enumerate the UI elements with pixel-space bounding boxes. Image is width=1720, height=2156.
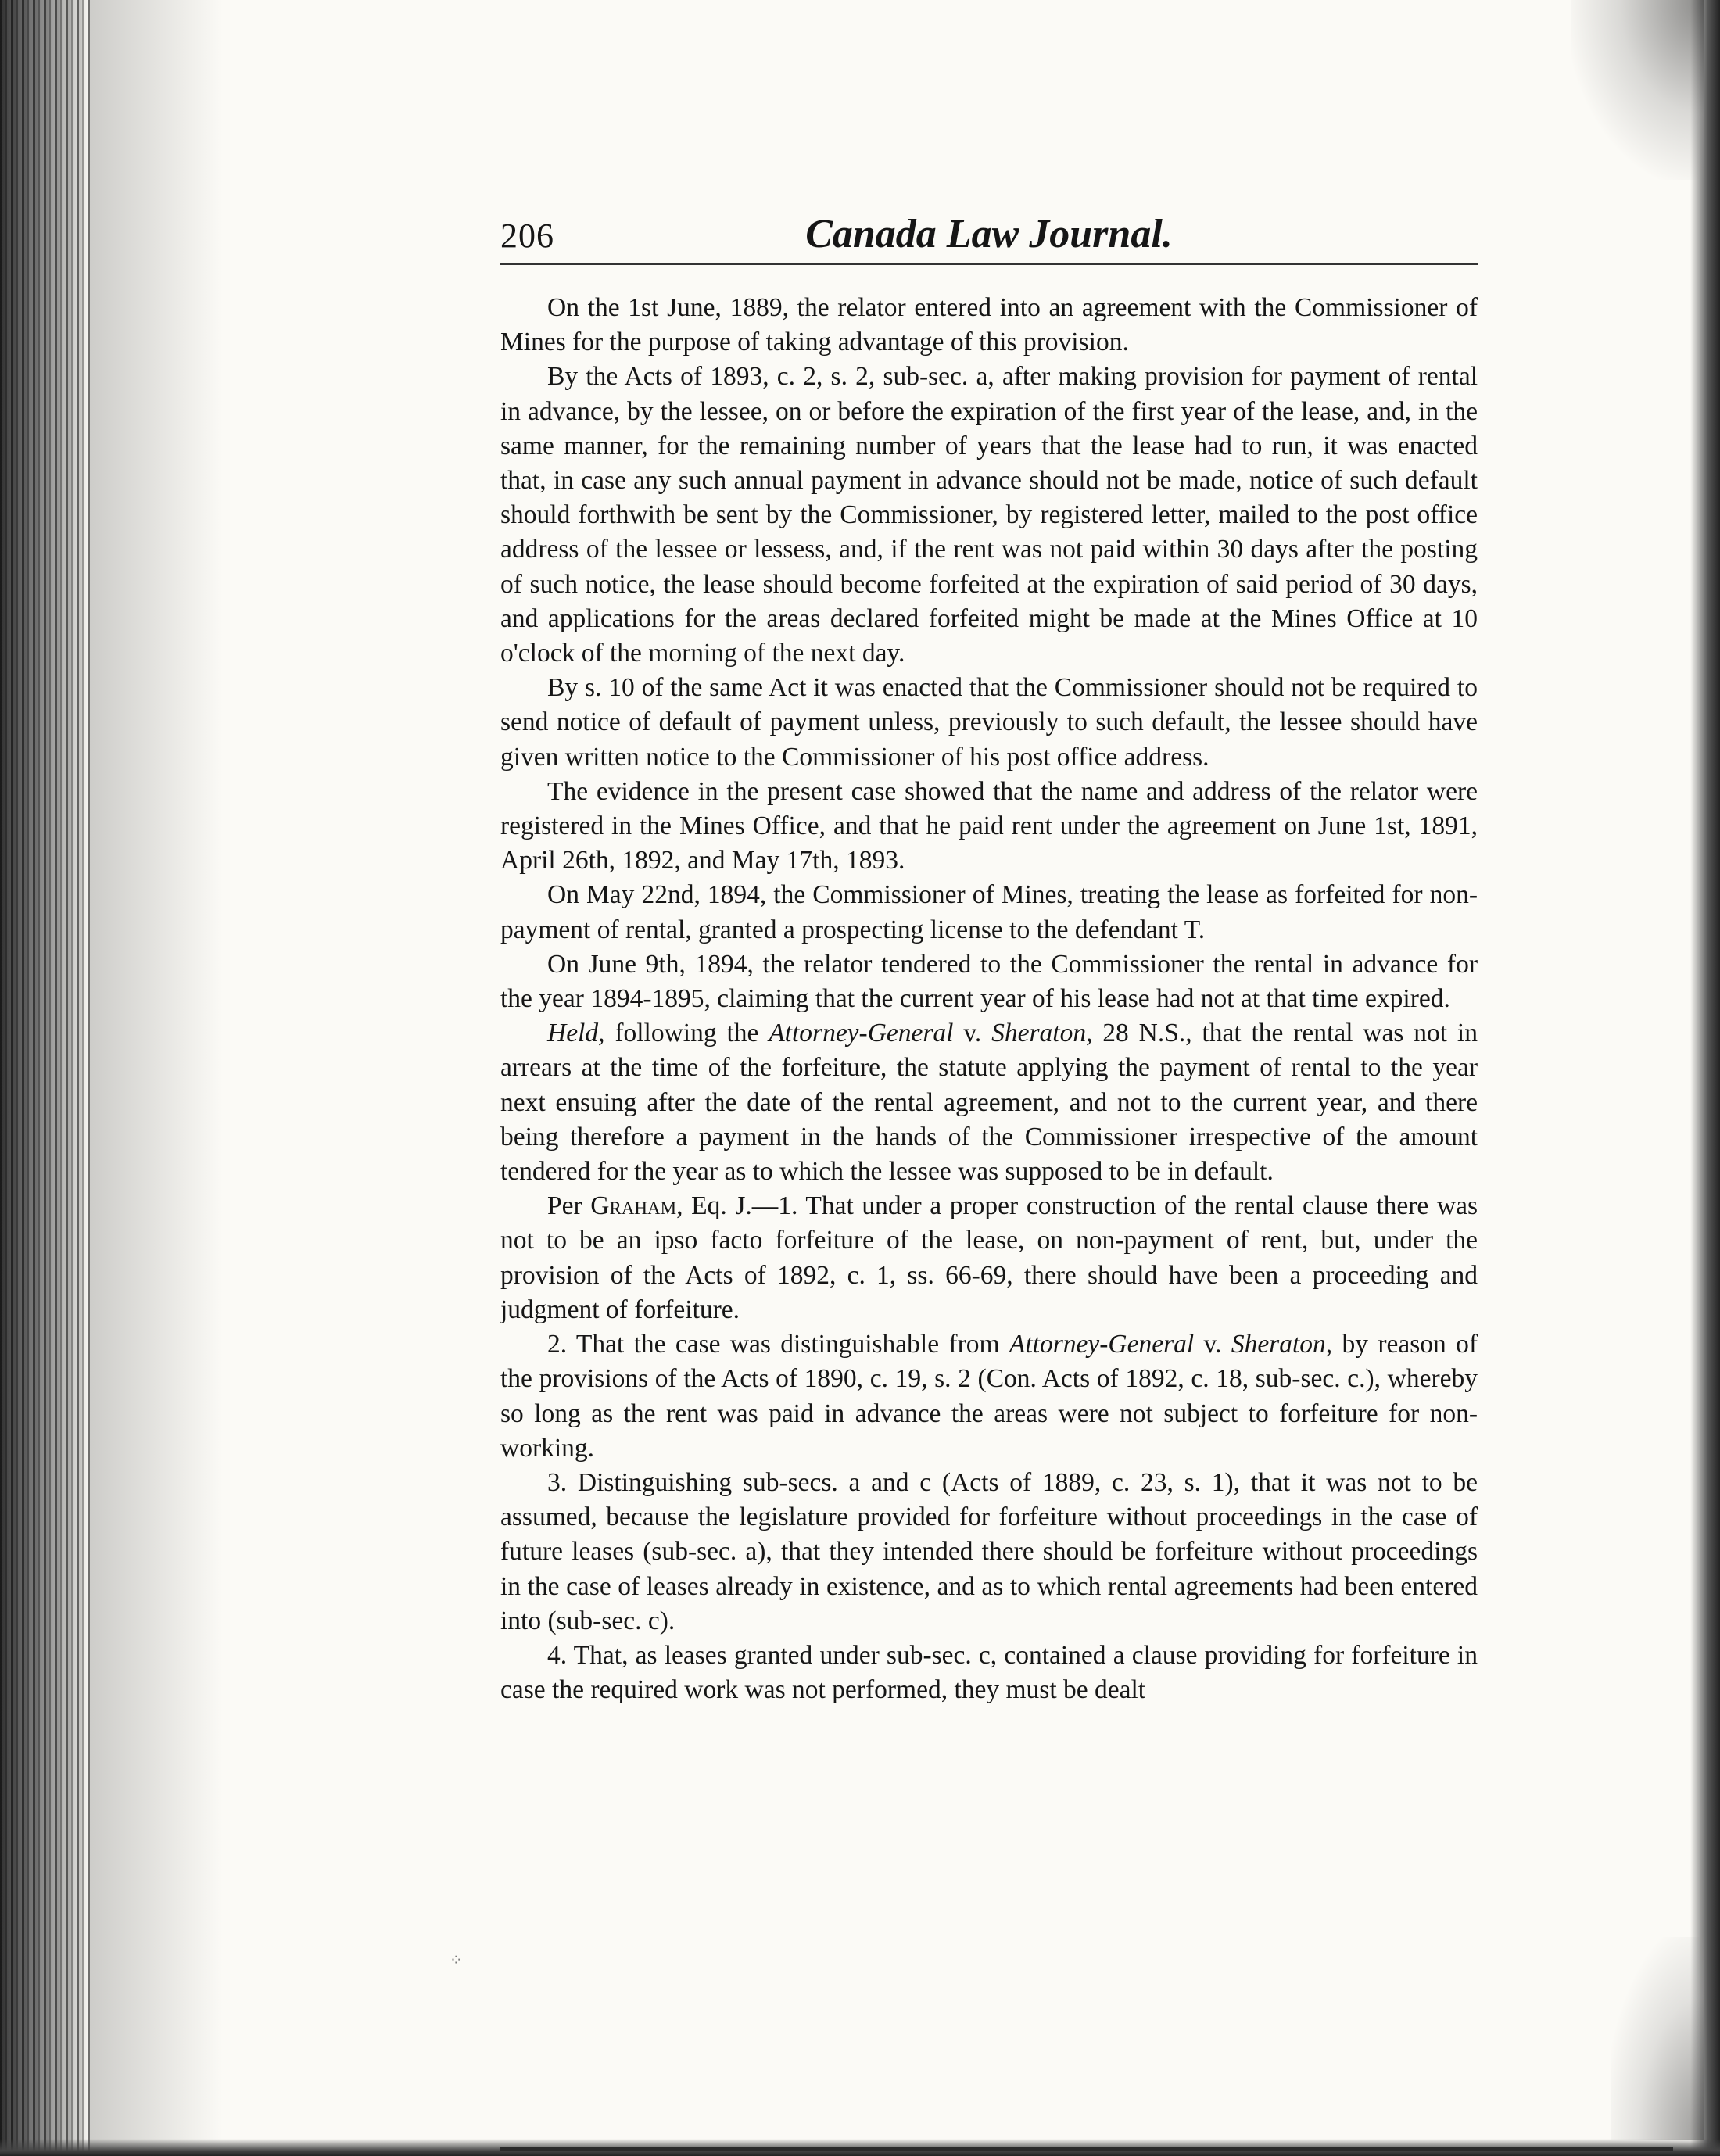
held-label: Held, xyxy=(547,1019,605,1048)
paragraph xyxy=(500,947,1478,1016)
scan-edge-left xyxy=(0,0,90,2156)
paragraph-text: following the xyxy=(604,1019,769,1048)
journal-title: Canada Law Journal. xyxy=(805,212,1173,256)
page-number: 206 xyxy=(500,217,554,255)
scan-edge-right xyxy=(1690,0,1720,2156)
paragraph-text: By the Acts of 1893, c. 2, s. 2, sub-sec. a, after making provision for payment of rental in advance, by the lessee, on or before the expiration of the first year of the lease, and, in the same manner, for the remaining number of years that the lease had to run, it was enacted that, in case any such annual payment in advance should not be made, notice of such default should forthwith be sent by the Commissioner, by registered letter, mailed to the post office address of the lessee or lessess, and, if the rent was not paid within 30 days after the posting of such notice, the lease should become forfeited at the expiration of said period of 30 days, and applications for the areas declared forfeited might be made at the Mines Office at 10 o'clock of the morning of the next day. xyxy=(500,362,1478,668)
paragraph xyxy=(500,878,1478,947)
paragraph-text: 4. That, as leases granted under sub-sec. c, contained a clause providing for forfeiture in case the required work was not performed, they must be dealt xyxy=(500,1640,1478,1705)
case-name: Sheraton, xyxy=(991,1019,1093,1048)
paragraph-held xyxy=(500,1016,1478,1189)
paragraph-text: 3. Distinguishing sub-secs. a and c (Acts of 1889, c. 23, s. 1), that it was not to be assumed, because the legislature provided for forfeiture without proceedings in the case of future leases (sub-sec. a), that they intended there should be forfeiture without proceedings in the case of leases already in existence, and as to which rental agreements had been entered into (sub-sec. c). xyxy=(500,1467,1478,1635)
scan-corner-top-right xyxy=(1571,0,1704,180)
case-name: Sheraton, xyxy=(1231,1330,1333,1359)
paragraph xyxy=(500,360,1478,671)
paragraph-text: On May 22nd, 1894, the Commissioner of Mines, treating the lease as forfeited for non-payment of rental, granted a prospecting license to the defendant T. xyxy=(500,880,1478,944)
paragraph-text: , Eq. J.—1. That under a proper construction of the rental clause there was not to be an ipso facto forfeiture of the lease, on non-payment of rent, but, under the provision of the Acts of 1892, c. 1, ss. 66-69, there should have been a proceeding and judgment of forfeiture. xyxy=(500,1191,1478,1324)
paragraph-point-4 xyxy=(500,1638,1478,1707)
header-rule xyxy=(500,263,1478,265)
scan-shadow-left xyxy=(90,0,223,2156)
paragraph-text: By s. 10 of the same Act it was enacted that the Commissioner should not be required to send notice of default of payment unless, previously to such default, the lessee should have given written notice to the Commissioner of his post office address. xyxy=(500,673,1478,772)
running-header xyxy=(500,211,1478,266)
judge-name: Graham xyxy=(590,1191,677,1221)
paragraph xyxy=(500,671,1478,775)
page-bottom-rule xyxy=(500,2147,1673,2151)
paragraph-text: by reason of the provisions of the Acts of 1890, c. 19, s. 2 (Con. Acts of 1892, c. 18, sub-sec. c.), whereby so long as the rent was paid in advance the areas were not subject to forfeiture for non-working. xyxy=(500,1330,1478,1463)
case-name: Attorney-General xyxy=(769,1019,954,1048)
paragraph-text: On June 9th, 1894, the relator tendered to the Commissioner the rental in advance for the year 1894-1895, claiming that the current year of his lease had not at that time expired. xyxy=(500,949,1478,1014)
paragraph-text: 28 N.S., that the rental was not in arrears at the time of the forfeiture, the statute applying the payment of rental to the year next ensuing after the date of the rental agreement, and not to the current year, and there being therefore a payment in the hands of the Commissioner irrespective of the amount tendered for the year as to which the lessee was supposed to be in default. xyxy=(500,1019,1478,1187)
scan-corner-bottom-right xyxy=(1611,1937,1704,2140)
paragraph-text: v. xyxy=(1194,1330,1231,1359)
paragraph-text: On the 1st June, 1889, the relator entered into an agreement with the Commissioner of Mines for the purpose of taking advantage of this provision. xyxy=(500,293,1478,357)
paragraph-text: Per xyxy=(547,1191,591,1221)
case-name: Attorney-General xyxy=(1009,1330,1195,1359)
paragraph-per-graham xyxy=(500,1189,1478,1327)
paragraph-text: v. xyxy=(953,1019,992,1048)
paragraph-point-2 xyxy=(500,1327,1478,1466)
paragraph xyxy=(500,775,1478,879)
paragraph-text: The evidence in the present case showed that the name and address of the relator were registered in the Mines Office, and that he paid rent under the agreement on June 1st, 1891, April 26th, 1892, and May 17th, 1893. xyxy=(500,776,1478,876)
paragraph xyxy=(500,291,1478,360)
ink-smudge: ⁘ xyxy=(450,1950,463,1969)
paragraph-text: 2. That the case was distinguishable from xyxy=(547,1330,1009,1359)
page-body xyxy=(500,291,1478,1707)
paragraph-point-3 xyxy=(500,1466,1478,1638)
